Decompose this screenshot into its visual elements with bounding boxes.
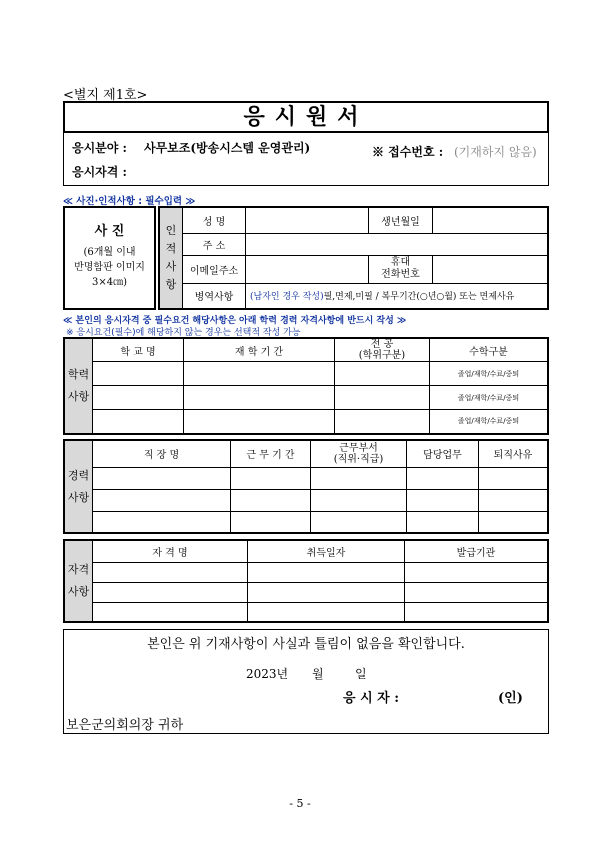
military-note-blue: (남자인 경우 작성) [250, 292, 324, 303]
photo-note-3: 3×4㎝) [91, 277, 127, 288]
email-input[interactable] [246, 255, 369, 283]
birth-input[interactable] [433, 207, 549, 233]
career-header-duty: 담당업무 [407, 440, 479, 467]
photo-note-1: (6개월 이내 [83, 247, 136, 258]
name-label: 성 명 [183, 207, 246, 233]
page-number: - 5 - [289, 797, 311, 810]
confirm-month[interactable]: 월 [312, 667, 324, 681]
confirm-statement: 본인은 위 기재사항이 사실과 틀림이 없음을 확인합니다. [147, 637, 465, 652]
education-header-period: 재 학 기 간 [184, 338, 335, 362]
table-row [64, 562, 548, 582]
receipt-note: (기재하지 않음) [454, 145, 537, 159]
personal-section-heading: ≪ 사진·인적사항 : 필수입력 ≫ [63, 196, 196, 207]
career-side-label: 경력 사항 [64, 440, 93, 533]
career-header-company: 직 장 명 [93, 440, 231, 467]
email-label: 이메일주소 [183, 255, 246, 283]
table-row [64, 467, 548, 489]
license-table [63, 539, 549, 623]
education-header-school: 학 교 명 [93, 338, 184, 362]
receipt-label: ※ 접수번호 : [372, 145, 444, 159]
education-status-cell[interactable]: 졸업/재학/수료/중퇴 [430, 410, 549, 434]
table-row [64, 602, 548, 622]
field-value[interactable]: 사무보조(방송시스템 운영관리) [144, 141, 311, 155]
military-note-rest: 필,면제,미필 / 복무기간(○년○월) 또는 면제사유 [323, 292, 515, 303]
confirm-day[interactable]: 일 [355, 667, 367, 681]
career-table [63, 439, 549, 534]
personal-side-label: 인 적 사 항 [159, 207, 183, 309]
photo-note-2: 반명함판 이미지 [74, 262, 145, 273]
address-input[interactable] [246, 233, 549, 255]
career-header-dept: 근무부서 (직위·직급) [311, 440, 407, 467]
confirmation-box [63, 629, 549, 734]
education-status-cell[interactable]: 졸업/재학/수료/중퇴 [430, 362, 549, 386]
addressee: 보은군의회의장 귀하 [66, 718, 184, 733]
photo-title: 사 진 [94, 224, 125, 239]
education-header-major: 전 공 (학위구분) [335, 338, 430, 362]
education-table [63, 337, 549, 435]
mobile-label: 휴대 전화번호 [369, 255, 433, 283]
table-row [64, 511, 548, 533]
note-line-1: ≪ 본인의 응시자격 중 필수요건 해당사항은 아래 학력 경력 자격사항에 반드시 작성 ≫ [63, 316, 407, 326]
license-side-label: 자격 사항 [64, 540, 93, 622]
field-label: 응시분야 : [72, 141, 127, 155]
name-input[interactable] [246, 207, 369, 233]
seal-mark[interactable]: (인) [498, 691, 523, 706]
personal-info-table [158, 206, 549, 310]
address-label: 주 소 [183, 233, 246, 255]
career-header-period: 근 무 기 간 [231, 440, 311, 467]
career-header-reason: 퇴직사유 [479, 440, 549, 467]
photo-box[interactable] [63, 206, 156, 310]
education-side-label: 학력 사항 [64, 338, 93, 434]
qualification-label: 응시자격 : [72, 165, 127, 179]
education-header-status: 수학구분 [430, 338, 549, 362]
license-header-name: 자 격 명 [93, 540, 248, 562]
birth-label: 생년월일 [369, 207, 433, 233]
applicant-label: 응 시 자 : [343, 691, 400, 706]
table-row [64, 386, 548, 410]
military-input[interactable] [246, 283, 549, 309]
annex-label: <별지 제1호> [63, 88, 148, 103]
table-row [64, 582, 548, 602]
form-title: 응시원서 [63, 101, 549, 133]
license-header-issuer: 발급기관 [405, 540, 549, 562]
license-header-date: 취득일자 [248, 540, 405, 562]
application-info-box [63, 133, 549, 186]
mobile-input[interactable] [433, 255, 549, 283]
confirm-year: 2023년 [246, 667, 289, 681]
table-row [64, 489, 548, 511]
education-status-cell[interactable]: 졸업/재학/수료/중퇴 [430, 386, 549, 410]
table-row [64, 362, 548, 386]
table-row [64, 410, 548, 434]
military-label: 병역사항 [183, 283, 246, 309]
note-line-2: ※ 응시요건(필수)에 해당하지 않는 경우는 선택적 작성 가능 [66, 328, 301, 338]
